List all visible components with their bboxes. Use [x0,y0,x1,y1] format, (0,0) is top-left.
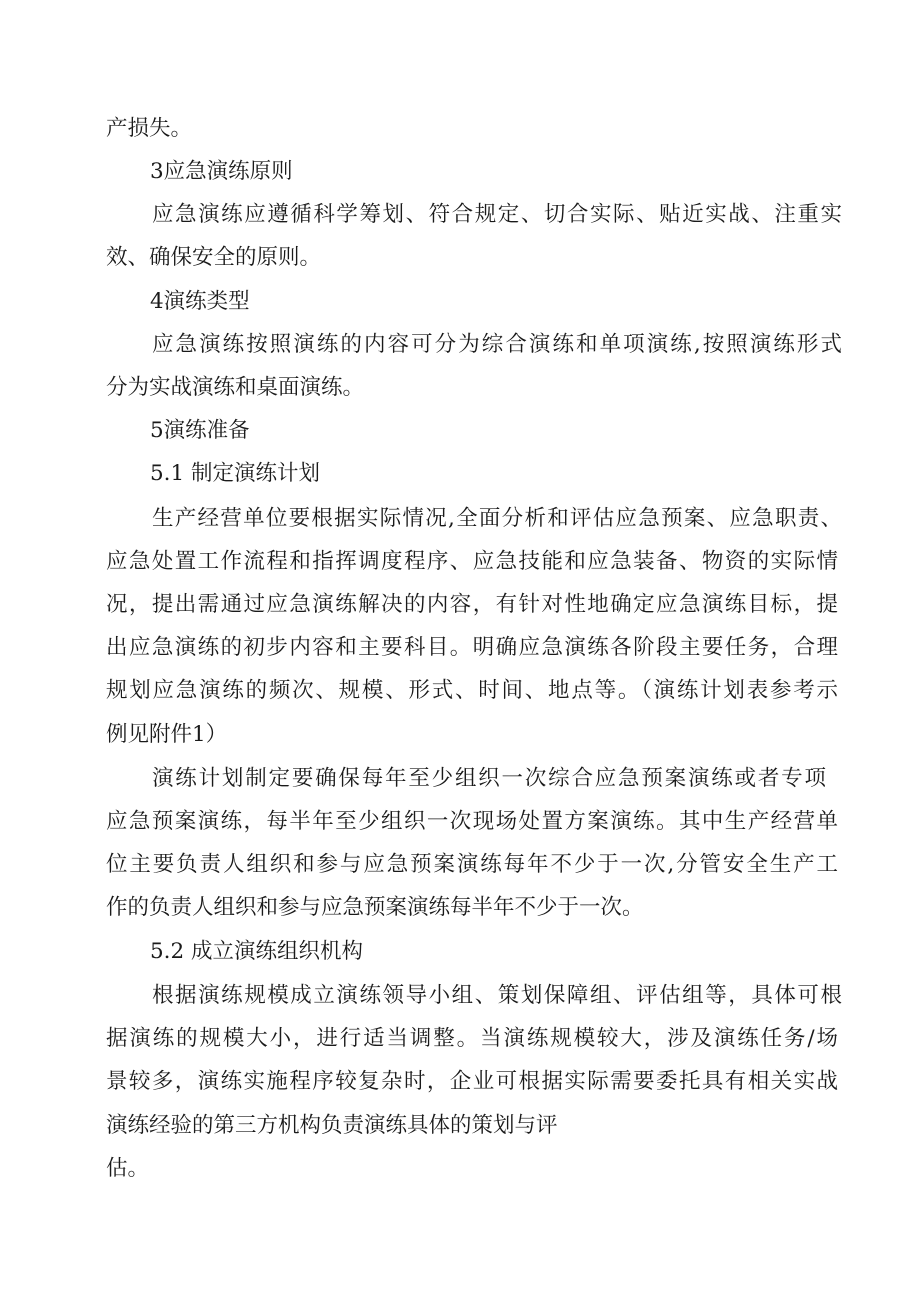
text-line: 估。 [106,1156,150,1181]
text-line: 出应急演练的初步内容和主要科目。明确应急演练各阶段主要任务，合理 [106,635,838,660]
text-line: 演练计划制定要确保每年至少组织一次综合应急预案演练或者专项 [152,766,826,791]
text-line: 产损失。 [106,116,193,141]
text-line: 例见附件1） [106,722,228,747]
text-line: 应急演练应遵循科学筹划、符合规定、切合实际、贴近实战、注重实 [152,202,842,227]
text-line: 景较多，演练实施程序较复杂时，企业可根据实际需要委托具有相关实战 [106,1069,838,1094]
subsection-heading: 5.2 成立演练组织机构 [150,939,364,964]
text-line: 应急预案演练，每半年至少组织一次现场处置方案演练。其中生产经营单 [106,809,838,834]
text-line: 分为实战演练和桌面演练。 [106,375,365,400]
text-line: 生产经营单位要根据实际情况,全面分析和评估应急预案、应急职责、 [152,506,842,531]
text-line: 应急演练按照演练的内容可分为综合演练和单项演练,按照演练形式 [152,332,842,357]
section-heading: 5演练准备 [150,418,250,443]
text-line: 效、确保安全的原则。 [106,245,322,270]
text-line: 演练经验的第三方机构负责演练具体的策划与评 [106,1113,558,1138]
text-line: 位主要负责人组织和参与应急预案演练每年不少于一次,分管安全生产工 [106,852,838,877]
subsection-heading: 5.1 制定演练计划 [150,461,321,486]
section-heading: 4演练类型 [150,289,250,314]
text-line: 规划应急演练的频次、规模、形式、时间、地点等。（演练计划表参考示 [106,678,838,703]
text-line: 据演练的规模大小，进行适当调整。当演练规模较大，涉及演练任务/场 [106,1026,838,1051]
text-line: 作的负责人组织和参与应急预案演练每半年不少于一次。 [106,895,644,920]
section-heading: 3应急演练原则 [150,159,293,184]
text-line: 应急处置工作流程和指挥调度程序、应急技能和应急装备、物资的实际情 [106,549,838,574]
text-line: 况，提出需通过应急演练解决的内容，有针对性地确定应急演练目标，提 [106,592,838,617]
text-line: 根据演练规模成立演练领导小组、策划保障组、评估组等，具体可根 [152,983,842,1008]
